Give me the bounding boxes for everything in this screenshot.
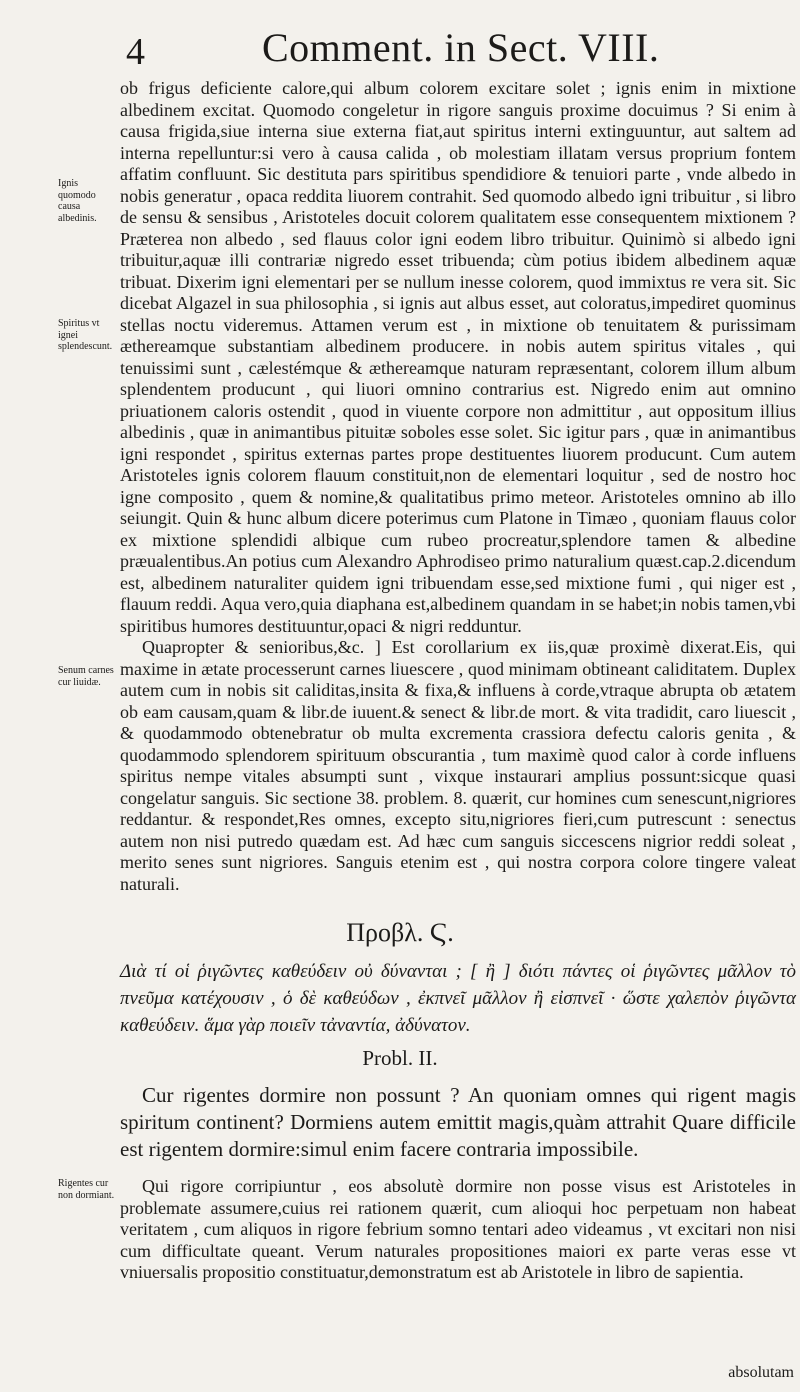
marginal-note: Spiritus vt ignei splendescunt. — [58, 318, 113, 352]
greek-paragraph: Διὰ τί οἱ ῥιγῶντες καθεύδειν οὐ δύνανται ; [ ἢ ] διότι πάντες οἱ ῥιγῶντες μᾶλλον τὸ πνεῦμα κατέχουσιν , ὁ δὲ καθεύδων , ἐκπνεῖ μᾶλλον ἢ εἰσπνεῖ · ὥστε χαλεπὸν ῥιγῶντα καθεύδειν. ἅμα γὰρ ποιεῖν τἀναντία, ἀδύνατον. — [120, 961, 796, 1036]
greek-problem-title: Προβλ. Ϛ. — [346, 918, 454, 947]
catchword: absolutam — [728, 1364, 794, 1381]
paragraph: Qui rigore corripiuntur , eos absolutè dormire non posse visus est Aristoteles in problemate assumere,cuius rei rationem quærit, cum alioqui hoc perpetuam non habeat veritatem , cum aliquos in rigore febrium somno tentari adeo videamus , vt excitari non nisi cum difficultate queant. Verum naturales propositiones maiori ex parte veras esse vt vniuersalis propositio constituatur,demonstratum est ab Aristotele in libro de sapientia. — [120, 1176, 796, 1282]
running-title: Comment. in Sect. VIII. — [262, 25, 660, 70]
commentary-text-2 — [120, 1176, 796, 1284]
paragraph: Cur rigentes dormire non possunt ? An quoniam omnes qui rigent magis spiritum continent? Dormiens autem emittit magis,quàm attrahit Quare difficile est rigentem dormire:simul enim facere contraria impossibile. — [120, 1083, 796, 1161]
page-number: 4 — [126, 31, 145, 73]
greek-text — [120, 958, 796, 1039]
marginal-note: Ignis quomodo causa albedinis. — [58, 178, 97, 224]
commentary-text — [120, 78, 796, 895]
latin-problem-text — [120, 1082, 796, 1163]
paragraph: Quapropter & senioribus,&c. ] Est corollarium ex iis,quæ proximè dixerat.Eis, qui maxime in ætate processerunt carnes liuescere , quod minimam obtineant caliditatem. Duplex autem cum in nobis sit caliditas,insita & fixa,& influens à corde,vtraque abrupta ob ætatem ob eam causam,quam & libr.de iuuent.& senect & libr.de mort. & vita tradidit, caro liuescit , & quodammodo obtenebratur ob multa excrementa crassiora defectu caloris genita , & quodammodo splendorem spirituum obscurantia , tum maximè quod calor à corde influens spiritus nempe vitales absumpti sunt , vixque instaurari amplius possunt:sicque quasi congelatur sanguis. Sic sectione 38. problem. 8. quærit, cur homines cum senescunt,nigriores reddantur. & respondet,Res omnes, excepto situ,nigriores fieri,cum putrescunt : senectus autem non nisi putredo quædam est. Ad hæc cum sanguis siccescens nigrior reddi soleat , merito senes sunt nigriores. Sanguis etenim est , qui nostra corpora colore tingere valeat naturali. — [120, 637, 796, 894]
paragraph: ob frigus deficiente calore,qui album colorem excitare solet ; ignis enim in mixtione albedinem excitat. Quomodo congeletur in rigore sanguis proxime docuimus ? Si enim à causa frigida,siue interna siue externa fiat,aut spiritus interni extinguuntur, aut saltem ad interna repelluntur:si vero à causa calida , ob molestiam illatam versus proprium fontem affatim confluunt. Sic destituta pars spiritibus spendidiore & tenuiori parte , vnde albedo in nobis generatur , opaca reddita liuorem contrahit. Sed quomodo albedo igni tribuitur , si libro de sensu & sensibus , Aristoteles docuit colorem qualitatem esse consequentem mixtionem ? Præterea non albedo , sed flauus color igni eodem libro tribuitur. Quinimò si albedo igni tribuitur,aquæ illi contrariæ nigredo esset tribuenda; cùm potius ibidem albedinem aquæ tribuat. Dixerim igni elementari per se nullum inesse colorem, quod immixtus re vera sit. Sic dicebat Algazel in sua philosophia , si ignis aut albus esset, aut coloratus,impediret quominus stellas noctu videremus. Attamen verum est , in mixtione ob tenuitatem & purissimam æthereamque substantiam albedinem producere. in nobis autem spiritus vitales , qui tenuissimi sunt , cælestémque & æthereamque naturam repræsentant, colorem illum album splendentem producunt , qui liuori omnino contrarius est. Nigredo enim aut omnino priuationem caloris ostendit , quod in viuente corpore non admittitur , aut oppositum illius albedinis , quæ in animantibus pituitæ soboles esse solet. Sic igitur pars , quæ in animantibus igni respondet , spiritus externas partes prope destituentes liuorem producunt. Cum autem Aristoteles ignis colorem flauum constituit,non de elementari loquitur , sed de nostro hoc igne composito , quem & nomine,& qualitatibus primo meteor. Aristoteles omnino ab illo seiungit. Quin & hunc album dicere poterimus cum Platone in Timæo , quoniam flauus color ex mixtione splendidi albique cum rubeo procreatur,splendore tamen & albedine præualentibus.An potius cum Alexandro Aphrodiseo primo naturalium quæst.cap.2.dicendum est, albedinem naturaliter quidem igni tribuendam esse,sed mixtione fumi , qui niger est , flauum reddi. Aqua vero,quia diaphana est,albedinem quandam in se habet;in nobis tamen,vbi spiritibus humores destituuntur,opaci & nigri redduntur. — [120, 78, 796, 636]
marginal-note: Rigentes cur non dormiant. — [58, 1178, 115, 1201]
marginal-note: Senum carnes cur liuidæ. — [58, 665, 114, 688]
page-header — [0, 24, 800, 74]
latin-problem-title: Probl. II. — [362, 1046, 438, 1070]
